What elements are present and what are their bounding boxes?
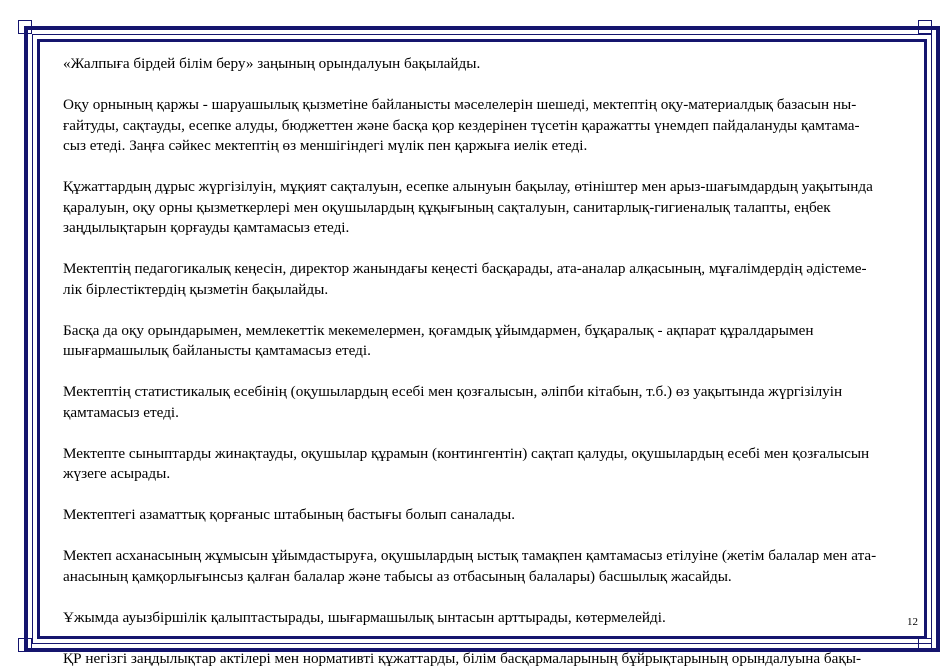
text-line: қамтамасыз етеді. [63, 403, 179, 421]
paragraph [63, 382, 906, 423]
text-line: Ұжымда ауызбіршілік қалыптастырады, шығармашылық ынтасын арттырады, көтермелейді. [63, 608, 666, 626]
text-line: жүзеге асырады. [63, 465, 171, 482]
text-line: сыз етеді. Заңға сәйкес мектептің өз меншігіндегі мүлік пен қаржыға иелік етеді. [63, 137, 588, 154]
paragraph [63, 54, 906, 75]
paragraph [63, 444, 906, 485]
paragraph [63, 95, 906, 157]
border-corner-bottom-left [18, 638, 32, 652]
text-line: Мектептің статистикалық есебінің (оқушылардың есебі мен қозғалысын, әліпби кітабын, т.б.) өз уақытында жүргізілуін [63, 383, 843, 400]
text-line: Мектеп асханасының жұмысын ұйымдастыруға, оқушылардың ыстық тамақпен қамтамасыз етілуіне (жетім балалар мен ата- [63, 547, 877, 564]
border-corner-top-left [18, 20, 32, 34]
paragraph [63, 321, 906, 362]
text-line: қаралуын, оқу орны қызметкерлері мен оқушылардың құқығының сақталуын, санитарлық-гигиеналық талапты, еңбек [63, 198, 831, 216]
text-line: Басқа да оқу орындарымен, мемлекеттік мекемелермен, қоғамдық ұйымдармен, бұқаралық - ақпарат құралдарымен [63, 321, 814, 339]
text-line: шығармашылық байланысты қамтамасыз етеді. [63, 342, 371, 359]
text-line: Құжаттардың дұрыс жүргізілуін, мұқият сақталуын, есепке алынуын бақылау, өтініштер мен арыз-шағымдардың уақытында [63, 178, 873, 195]
page-number: 12 [907, 616, 918, 628]
paragraph [63, 608, 906, 629]
text-line: ҚР негізгі заңдылықтар актілері мен нормативті құжаттарды, білім басқармаларының бұйрықтарының орындалуына бақы- [63, 649, 862, 667]
text-line: ғайтуды, сақтауды, есепке алуды, бюджеттен және басқа қор кездерінен түсетін қаражатты үнемдеп пайдалануды қамтама- [63, 116, 860, 134]
paragraph [63, 259, 906, 300]
text-line: Мектептегі азаматтық қорғаныс штабының бастығы болып саналады. [63, 506, 516, 523]
paragraph [63, 546, 906, 587]
text-line: заңдылықтарын қорғауды қамтамасыз етеді. [63, 219, 350, 236]
paragraph [63, 177, 906, 239]
text-line: Мектепте сыныптарды жинақтауды, оқушылар құрамын (контингентін) сақтап қалуды, оқушылардың есебі мен қозғалысын [63, 444, 870, 462]
paragraph [63, 649, 906, 670]
border-corner-top-right [918, 20, 932, 34]
text-line: «Жалпыға бірдей білім беру» заңының орындалуын бақылайды. [63, 55, 481, 72]
border-corner-bottom-right [918, 638, 932, 652]
text-line: Мектептің педагогикалық кеңесін, директор жанындағы кеңесті басқарады, ата-аналар алқасының, мұғалімдердің әдістеме- [63, 260, 867, 277]
text-line: Оқу орнының қаржы - шаруашылық қызметіне байланысты мәселелерін шешеді, мектептің оқу-материалдық базасын ны- [63, 96, 857, 113]
text-line: лік бірлестіктердің қызметін бақылайды. [63, 280, 329, 298]
paragraph [63, 505, 906, 526]
document-body [63, 54, 906, 667]
text-line: анасының қамқорлығынсыз қалған балалар және табысы аз отбасының балалары) басшылық жасайды. [63, 567, 732, 585]
